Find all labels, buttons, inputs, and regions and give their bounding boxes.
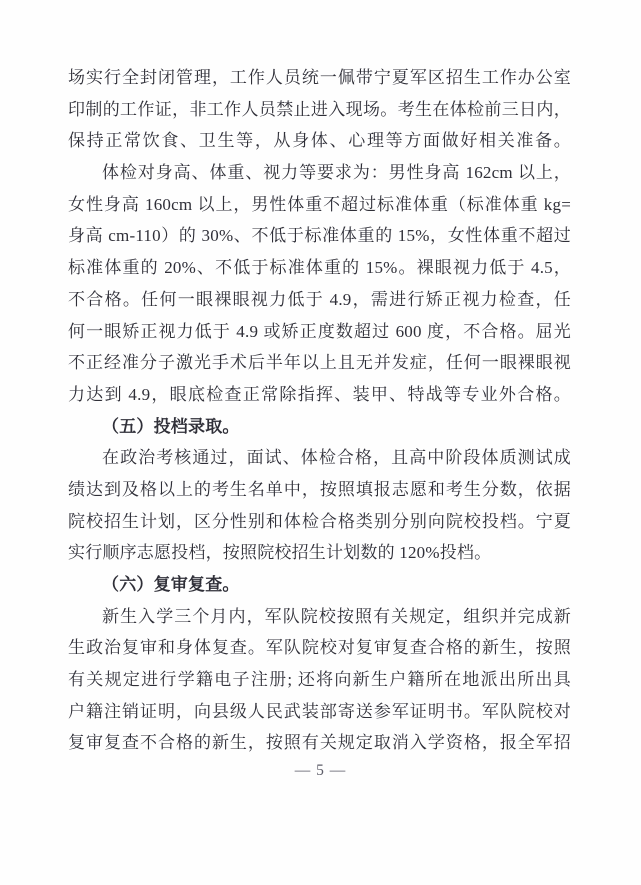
text-line: 何一眼矫正视力低于 4.9 或矫正度数超过 600 度，不合格。屈光	[68, 321, 571, 341]
text-line: 新生入学三个月内，军队院校按照有关规定，组织并完成新	[102, 606, 571, 626]
text-line: 场实行全封闭管理，工作人员统一佩带宁夏军区招生工作办公室	[68, 68, 571, 87]
document-body	[68, 62, 571, 759]
text-line: 体检对身高、体重、视力等要求为：男性身高 162cm 以上，	[102, 163, 571, 183]
text-line: 标准体重的 20%、不低于标准体重的 15%。裸眼视力低于 4.5，	[68, 258, 571, 278]
text-line: 绩达到及格以上的考生名单中，按照填报志愿和考生分数，依据	[68, 479, 571, 499]
text-line: 不正经准分子激光手术后半年以上且无并发症，任何一眼裸眼视	[68, 353, 571, 373]
section-heading: （五）投档录取。	[102, 416, 240, 436]
text-line: 生政治复审和身体复查。军队院校对复审复查合格的新生，按照	[68, 638, 571, 658]
text-line: 有关规定进行学籍电子注册; 还将向新生户籍所在地派出所出具	[68, 670, 571, 690]
text-line: 户籍注销证明，向县级人民武装部寄送参军证明书。军队院校对	[68, 701, 571, 721]
section-heading: （六）复审复查。	[102, 575, 240, 594]
text-line: 院校招生计划，区分性别和体检合格类别分别向院校投档。宁夏	[68, 511, 571, 531]
text-line: 复审复查不合格的新生，按照有关规定取消入学资格，报全军招	[68, 733, 571, 753]
text-line: 身高 cm-110）的 30%、不低于标准体重的 15%，女性体重不超过	[68, 226, 571, 246]
text-line: 女性身高 160cm 以上，男性体重不超过标准体重（标准体重 kg=	[68, 194, 571, 214]
text-line: 实行顺序志愿投档，按照院校招生计划数的 120%投档。	[68, 543, 492, 563]
text-line: 力达到 4.9，眼底检查正常除指挥、装甲、特战等专业外合格。	[68, 384, 571, 404]
text-line: 在政治考核通过，面试、体检合格，且高中阶段体质测试成	[102, 448, 571, 468]
text-line: 保持正常饮食、卫生等，从身体、心理等方面做好相关准备。	[68, 131, 571, 151]
text-line: 印制的工作证，非工作人员禁止进入现场。考生在体检前三日内，	[68, 99, 571, 119]
text-line: 不合格。任何一眼裸眼视力低于 4.9，需进行矫正视力检查，任	[68, 289, 571, 309]
page-number: — 5 —	[294, 762, 347, 779]
